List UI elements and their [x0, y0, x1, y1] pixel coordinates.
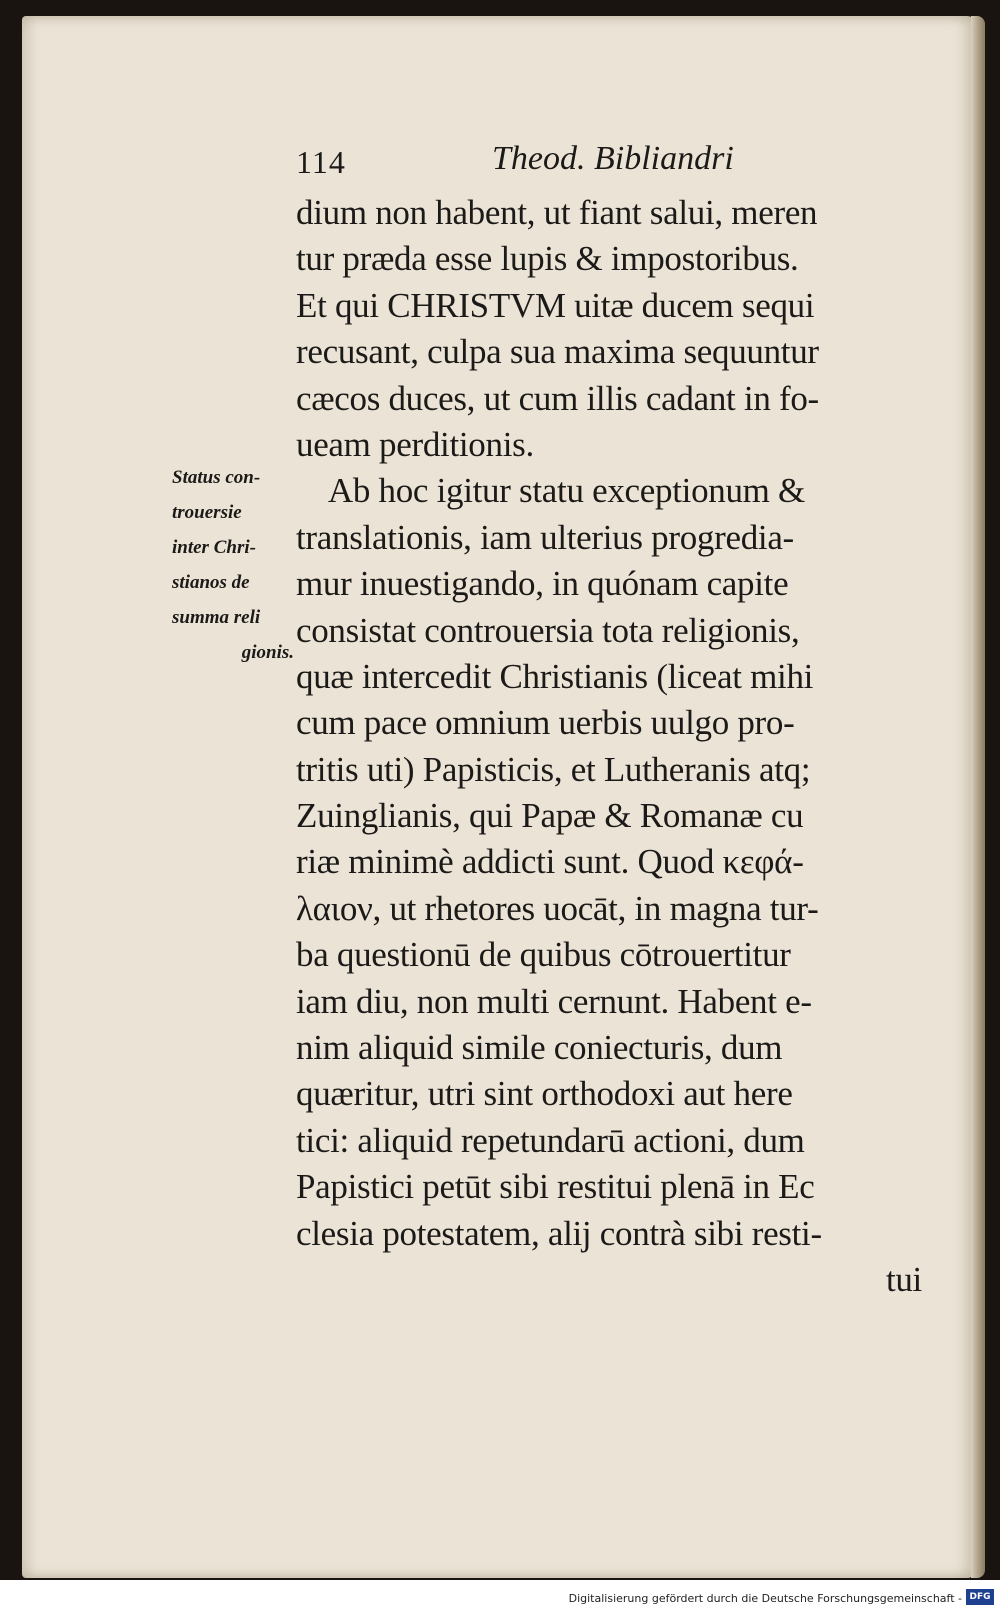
marginal-note-line: summa reli [172, 607, 261, 628]
marginal-note-line: gionis. [241, 642, 294, 663]
page-header [296, 140, 776, 190]
text-line: clesia potestatem, alij contrà sibi resti- [296, 1213, 822, 1253]
text-line: nim aliquid simile coniecturis, dum [296, 1028, 783, 1068]
text-line: Papistici petūt sibi restitui plenā in Ec [296, 1167, 815, 1207]
marginal-note-line: Status con- [172, 467, 261, 488]
marginal-note-line: inter Chri- [172, 537, 256, 558]
dfg-logo-icon: DFG [966, 1589, 994, 1605]
text-line: dium non habent, ut fiant salui, meren [296, 193, 818, 232]
text-line: translationis, iam ulterius progredia- [296, 517, 794, 557]
text-line: Ab hoc igitur statu exceptionum & [296, 471, 805, 511]
text-line: cæcos duces, ut cum illis cadant in fo- [296, 378, 819, 418]
text-line: riæ minimè addicti sunt. Quod κεφά- [296, 842, 804, 882]
text-line: quæ intercedit Christianis (liceat mihi [296, 656, 814, 696]
page-number: 114 [296, 144, 346, 180]
text-line: consistat controuersia tota religionis, [296, 610, 800, 650]
text-line: tritis uti) Papisticis, et Lutheranis atq; [296, 749, 811, 789]
page-edge [971, 16, 985, 1578]
text-line: mur inuestigando, in quónam capite [296, 564, 789, 604]
text-line: quæritur, utri sint orthodoxi aut here [296, 1074, 793, 1114]
body-text [296, 190, 936, 1303]
catchword: tui [885, 1259, 922, 1299]
text-line: Zuinglianis, qui Papæ & Romanæ cu [296, 796, 804, 836]
text-line: recusant, culpa sua maxima sequuntur [296, 332, 819, 372]
text-line: ba questionū de quibus cōtrouertitur [296, 935, 791, 975]
text-line: cum pace omnium uerbis uulgo pro- [296, 703, 795, 743]
text-line: tici: aliquid repetundarū actioni, dum [296, 1120, 805, 1160]
text-line: iam diu, non multi cernunt. Habent e- [296, 981, 812, 1021]
running-head: Theod. Bibliandri [492, 140, 734, 177]
text-line: λαιον, ut rhetores uocāt, in magna tur- [296, 888, 819, 928]
marginal-note [172, 460, 300, 670]
marginal-note-line: stianos de [172, 572, 250, 593]
text-line: ueam perditionis. [296, 424, 534, 464]
marginal-note-line: trouersie [172, 502, 242, 523]
funding-credit: Digitalisierung gefördert durch die Deutsche Forschungsgemeinschaft - [568, 1592, 962, 1605]
text-line: tur præda esse lupis & impostoribus. [296, 239, 799, 279]
footer-bar [0, 1580, 1000, 1620]
text-line: Et qui CHRISTVM uitæ ducem sequi [296, 285, 815, 325]
